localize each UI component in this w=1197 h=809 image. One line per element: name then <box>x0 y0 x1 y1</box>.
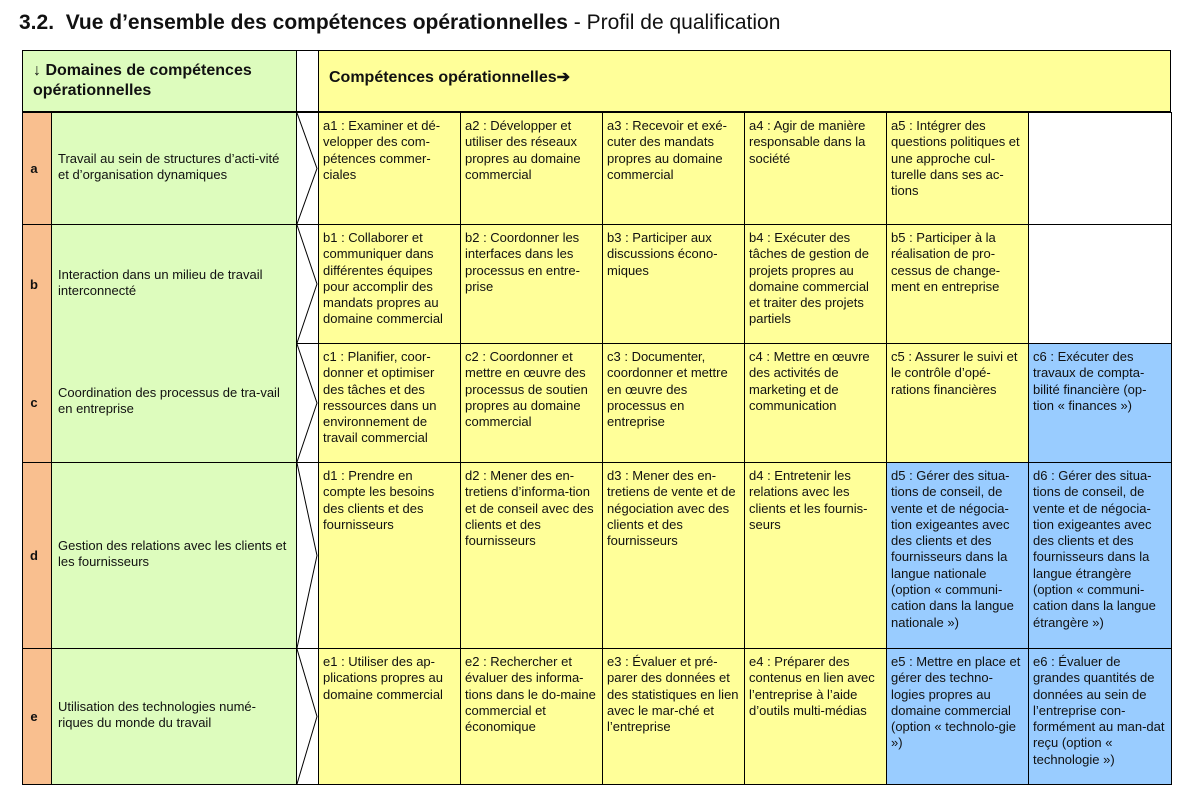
competence-cell: d2 : Mener des en-tretiens d’informa-tion et de conseil avec des clients et des fournisseurs <box>460 462 603 649</box>
option-competence-cell: d6 : Gérer des situa-tions de conseil, de vente et de négocia-tion exigeantes avec des clients et des fournisseurs dans la langue étrangère (option « communi-cation dans la langue étrangère ») <box>1028 462 1172 649</box>
domain-name-text: Coordination des processus de tra-vail en entreprise <box>58 384 280 416</box>
domain-name <box>51 462 297 649</box>
competence-cell: b1 : Collaborer et communiquer dans différentes équipes pour accomplir des mandats propres au domaine commercial <box>318 224 461 344</box>
competence-cell: b2 : Coordonner les interfaces dans les processus en entre-prise <box>460 224 603 344</box>
option-competence-cell: d5 : Gérer des situa-tions de conseil, de vente et de négocia-tion exigeantes avec des clients et des fournisseurs dans la langue nationale (option « communi-cation dans la langue nationale ») <box>886 462 1029 649</box>
competence-cell: c1 : Planifier, coor-donner et optimiser des tâches et des ressources dans un environnement de travail commercial <box>318 343 461 463</box>
domain-letter <box>22 462 52 649</box>
option-competence-cell: e5 : Mettre en place et gérer des techno-logies propres au domaine commercial (option « technolo-gie ») <box>886 648 1029 785</box>
row-connector-icon <box>297 224 318 344</box>
competence-cell: e1 : Utiliser des ap-plications propres au domaine commercial <box>318 648 461 785</box>
option-competence-cell: e6 : Évaluer de grandes quantités de données au sein de l’entreprise con-formément au man-dat reçu (option « technologie ») <box>1028 648 1172 785</box>
domain-letter <box>22 343 52 463</box>
competences-header: Compétences opérationnelles➔ <box>318 50 1171 112</box>
competence-cell: c4 : Mettre en œuvre des activités de marketing et de communication <box>744 343 887 463</box>
domain-letter <box>22 224 52 344</box>
competence-cell: b4 : Exécuter des tâches de gestion de projets propres au domaine commercial et traiter des projets partiels <box>744 224 887 344</box>
row-connector-icon <box>297 112 318 225</box>
domain-letter-text: d <box>30 548 38 563</box>
domain-name-text: Interaction dans un milieu de travail interconnecté <box>58 266 263 298</box>
domain-name <box>51 112 297 225</box>
section-number: 3.2. <box>19 11 55 34</box>
competence-cell: a1 : Examiner et dé-velopper des com-pétences commer-ciales <box>318 112 461 225</box>
row-connector-icon <box>297 343 318 463</box>
row-connector-icon <box>297 462 318 649</box>
domain-name <box>51 648 297 785</box>
domain-letter-text: c <box>30 395 38 410</box>
domain-letter <box>22 648 52 785</box>
row-connector-icon <box>297 648 318 785</box>
competence-cell: d1 : Prendre en compte les besoins des clients et des fournisseurs <box>318 462 461 649</box>
domain-letter-text: a <box>30 161 38 176</box>
page-title <box>19 11 780 35</box>
competence-cell: c5 : Assurer le suivi et le contrôle d’opé-rations financières <box>886 343 1029 463</box>
competence-cell: e3 : Évaluer et pré-parer des données et des statistiques en lien avec le mar-ché et l’entreprise <box>602 648 745 785</box>
competence-cell: e4 : Préparer des contenus en lien avec l’entreprise à l’aide d’outils multi-médias <box>744 648 887 785</box>
competence-cell: d3 : Mener des en-tretiens de vente et de négociation avec des clients et des fournisseurs <box>602 462 745 649</box>
competence-cell: d4 : Entretenir les relations avec les clients et les fournis-seurs <box>744 462 887 649</box>
competence-cell: c3 : Documenter, coordonner et mettre en œuvre des processus en entreprise <box>602 343 745 463</box>
domains-header: ↓ Domaines de compétences opérationnelles <box>22 50 297 112</box>
competence-cell: a5 : Intégrer des questions politiques et une approche cul-turelle dans ses ac-tions <box>886 112 1029 225</box>
domain-letter-text: b <box>30 277 38 292</box>
empty-cell <box>1028 112 1172 225</box>
competence-cell: b5 : Participer à la réalisation de pro-cessus de change-ment en entreprise <box>886 224 1029 344</box>
option-competence-cell: c6 : Exécuter des travaux de compta-bilité financière (op-tion « finances ») <box>1028 343 1172 463</box>
section-subtitle: - Profil de qualification <box>573 11 781 34</box>
competence-cell: a2 : Développer et utiliser des réseaux propres au domaine commercial <box>460 112 603 225</box>
domain-name-text: Travail au sein de structures d’acti-vité et d’organisation dynamiques <box>58 150 280 182</box>
competence-cell: c2 : Coordonner et mettre en œuvre des processus de soutien propres au domaine commercial <box>460 343 603 463</box>
competence-cell: a4 : Agir de manière responsable dans la société <box>744 112 887 225</box>
competence-cell: b3 : Participer aux discussions écono-miques <box>602 224 745 344</box>
empty-cell <box>1028 224 1172 344</box>
domain-letter-text: e <box>30 709 38 724</box>
domain-name-text: Gestion des relations avec les clients et les fournisseurs <box>58 537 287 569</box>
domain-name <box>51 224 297 344</box>
domain-name-text: Utilisation des technologies numé-riques du monde du travail <box>58 698 256 730</box>
section-title: Vue d’ensemble des compétences opérationnelles <box>65 11 568 34</box>
competence-cell: a3 : Recevoir et exé-cuter des mandats propres au domaine commercial <box>602 112 745 225</box>
domain-letter <box>22 112 52 225</box>
competence-cell: e2 : Rechercher et évaluer des informa-tions dans le do-maine commercial et économique <box>460 648 603 785</box>
header-spacer <box>297 50 318 112</box>
domain-name <box>51 343 297 463</box>
